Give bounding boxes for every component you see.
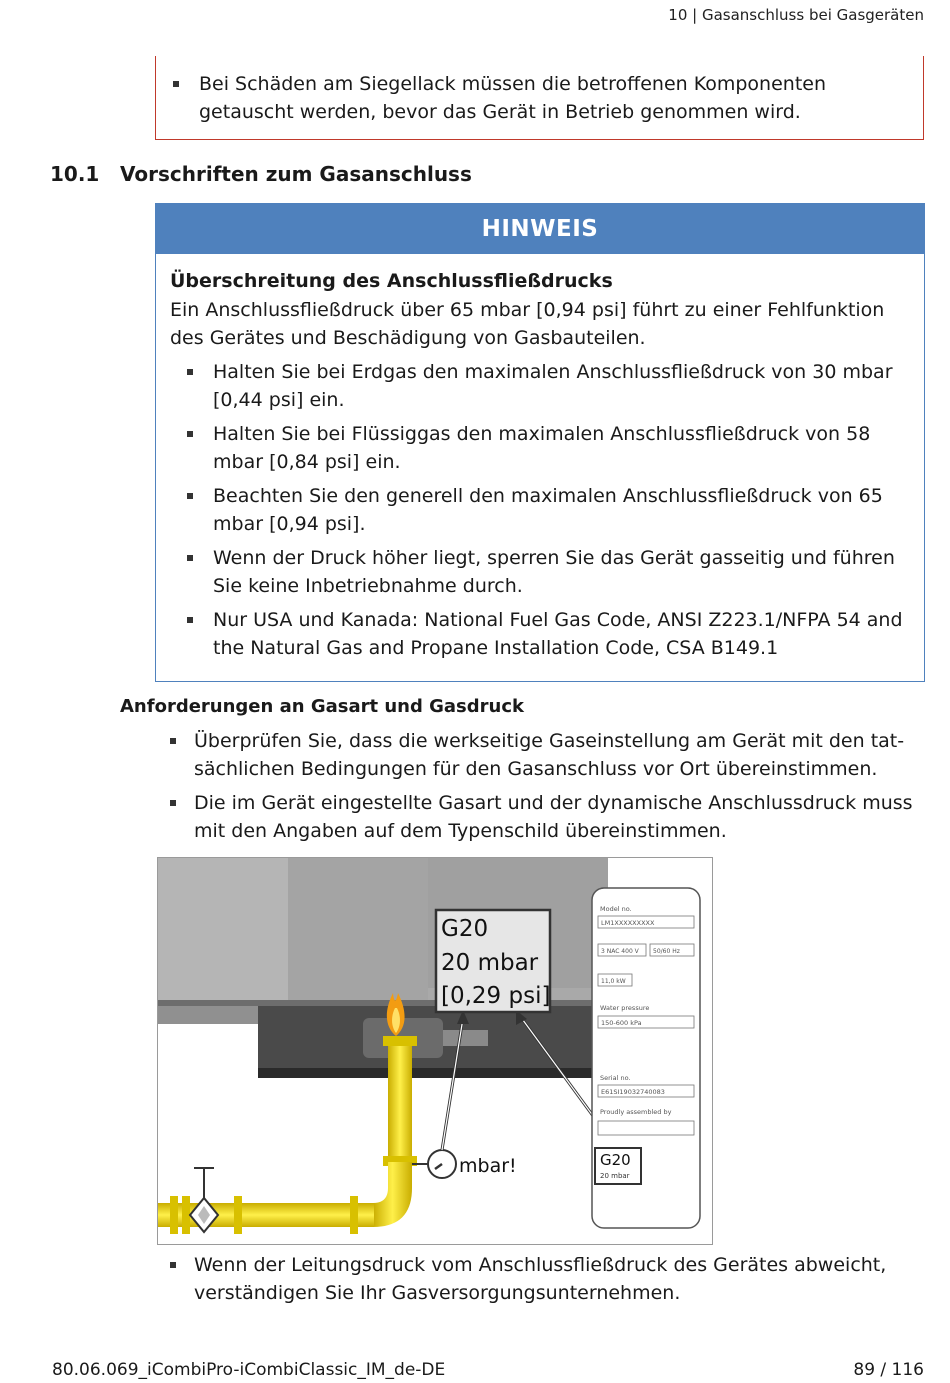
plate-gas-type: G20 (600, 1151, 631, 1169)
section-title: Vorschriften zum Gasanschluss (120, 162, 472, 186)
requirement-item: Überprüfen Sie, dass die werkseitige Gaseinstellung am Gerät mit den tatsächlichen Bedingungen für den Gasanschluss vor Ort übereinstimmen. (125, 727, 925, 783)
gas-connection-figure (157, 857, 713, 1245)
plate-serial-value: E61SI19032740083 (601, 1088, 665, 1096)
callout-gas-type: G20 (441, 916, 489, 942)
notice-subtitle: Überschreitung des Anschlussfließdrucks (170, 270, 613, 292)
warning-box (155, 56, 924, 140)
figure-illustration (158, 858, 711, 1243)
callout-pressure-mbar: 20 mbar (441, 950, 539, 976)
requirement-item: Die im Gerät eingestellte Gasart und der dynamische Anschlussdruck muss mit den Angaben auf dem Typenschild übereinstimmen. (125, 789, 925, 845)
notice-text: Ein Anschlussfließdruck über 65 mbar [0,94 psi] führt zu einer Fehlfunktion des Gerätes und Beschädigung von Gasbauteilen. (170, 299, 885, 349)
section-number: 10.1 (50, 162, 100, 186)
plate-serial-label: Serial no. (600, 1074, 631, 1082)
notice-label: HINWEIS (156, 204, 924, 254)
notice-list (170, 358, 910, 662)
footer-doc-id: 80.06.069_iCombiPro-iCombiClassic_IM_de-DE (52, 1360, 446, 1380)
final-item: Wenn der Leitungsdruck vom Anschlussfließdruck des Gerätes abweicht, verständigen Sie Ihr Gasversorgungsunternehmen. (125, 1251, 925, 1307)
plate-model-label: Model no. (600, 905, 632, 913)
plate-model-value: LM1XXXXXXXXX (601, 919, 655, 927)
section-heading (50, 162, 472, 186)
gas-pipe-vertical (388, 1036, 412, 1162)
requirements-list (125, 727, 925, 851)
plate-power: 11,0 kW (601, 978, 626, 985)
plate-water-label: Water pressure (600, 1004, 650, 1012)
notice-item: Wenn der Druck höher liegt, sperren Sie das Gerät gasseitig und führen Sie keine Inbetriebnahme durch. (170, 544, 910, 600)
requirements-heading: Anforderungen an Gasart und Gasdruck (120, 696, 524, 717)
callout-pressure-psi: [0,29 psi] (441, 983, 551, 1009)
footer-page-number: 89 / 116 (853, 1360, 924, 1380)
notice-item: Nur USA und Kanada: National Fuel Gas Code, ANSI Z223.1/NFPA 54 and the Natural Gas and Propane Installation Code, CSA B149.1 (170, 606, 910, 662)
notice-item: Halten Sie bei Erdgas den maximalen Anschlussfließdruck von 30 mbar [0,44 psi] ein. (170, 358, 910, 414)
warning-item: Bei Schäden am Siegellack müssen die betroffenen Komponenten getauscht werden, bevor das Gerät in Betrieb genommen wird. (156, 70, 923, 126)
plate-water-value: 150-600 kPa (601, 1019, 642, 1027)
plate-assembled-label: Proudly assembled by (600, 1108, 672, 1116)
running-header: 10 | Gasanschluss bei Gasgeräten (668, 6, 924, 24)
gauge-label: mbar! (459, 1155, 517, 1177)
notice-item: Beachten Sie den generell den maximalen Anschlussfließdruck von 65 mbar [0,94 psi]. (170, 482, 910, 538)
final-list (125, 1251, 925, 1313)
warning-list (156, 70, 923, 126)
notice-item: Halten Sie bei Flüssiggas den maximalen Anschlussfließdruck von 58 mbar [0,84 psi] ein. (170, 420, 910, 476)
plate-frequency: 50/60 Hz (653, 948, 680, 955)
plate-gas-pressure: 20 mbar (600, 1172, 630, 1180)
notice-box (155, 203, 925, 682)
plate-voltage: 3 NAC 400 V (601, 948, 639, 955)
